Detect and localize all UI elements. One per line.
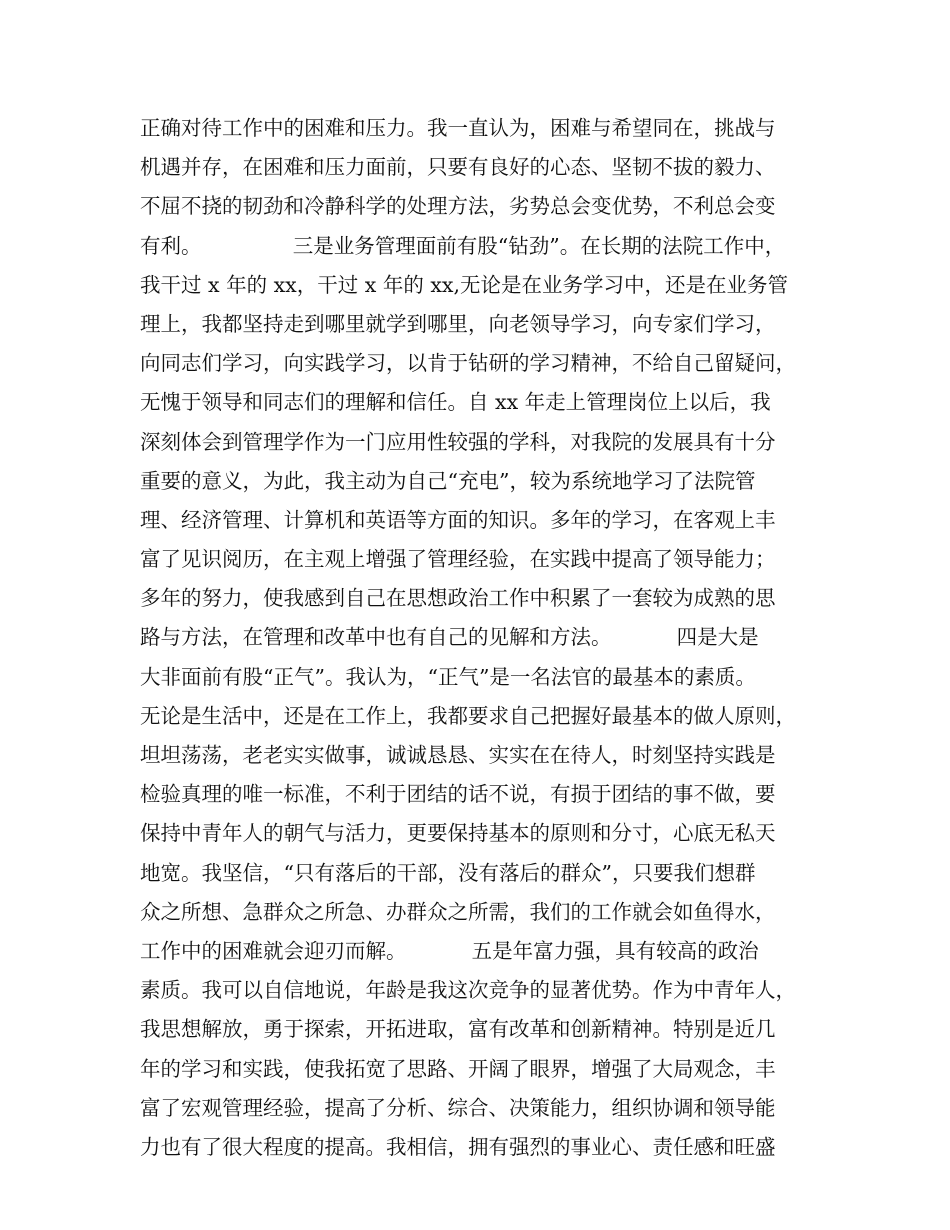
text-line: 理、经济管理、计算机和英语等方面的知识。多年的学习，在客观上丰: [140, 507, 776, 532]
text-line: 我思想解放，勇于探索，开拓进取，富有改革和创新精神。特别是近几: [140, 1017, 776, 1042]
text-line: 坦坦荡荡，老老实实做事，诚诚恳恳、实实在在待人，时刻坚持实践是: [140, 743, 776, 767]
text-line: 大非面前有股“正气”。我认为，“正气”是一名法官的最基本的素质。: [140, 664, 756, 689]
text-line: 多年的努力，使我感到自己在思想政治工作中积累了一套较为成熟的思: [140, 586, 776, 611]
text-line: 正确对待工作中的困难和压力。我一直认为，困难与希望同在，挑战与: [140, 116, 776, 140]
text-line: 理上，我都坚持走到哪里就学到哪里，向老领导学习，向专家们学习，: [140, 311, 776, 336]
text-line: 深刻体会到管理学作为一门应用性较强的学科，对我院的发展具有十分: [140, 429, 776, 454]
text-line: 众之所想、急群众之所急、办群众之所需，我们的工作就会如鱼得水，: [140, 899, 776, 924]
text-line: 向同志们学习，向实践学习，以肯于钻研的学习精神，不给自己留疑问，: [140, 351, 796, 376]
text-line: 有利。 三是业务管理面前有股“钻劲”。在长期的法院工作中，: [140, 233, 786, 258]
text-line: 地宽。我坚信，“只有落后的干部，没有落后的群众”，只要我们想群: [140, 860, 756, 885]
text-line: 检验真理的唯一标准，不利于团结的话不说，有损于团结的事不做，要: [140, 782, 776, 807]
text-line: 年的学习和实践，使我拓宽了思路、开阔了眼界，增强了大局观念，丰: [140, 1056, 776, 1081]
text-line: 不屈不挠的韧劲和冷静科学的处理方法，劣势总会变优势，不利总会变: [140, 194, 776, 219]
text-line: 无论是生活中，还是在工作上，我都要求自己把握好最基本的做人原则，: [140, 703, 796, 728]
text-line: 保持中青年人的朝气与活力，更要保持基本的原则和分寸，心底无私天: [140, 821, 776, 846]
text-line: 无愧于领导和同志们的理解和信任。自 xx 年走上管理岗位上以后，我: [140, 390, 771, 415]
text-line: 富了宏观管理经验，提高了分析、综合、决策能力，组织协调和领导能: [140, 1095, 776, 1120]
text-line: 工作中的困难就会迎刃而解。 五是年富力强，具有较高的政治: [140, 938, 759, 963]
text-line: 我干过 x 年的 xx，干过 x 年的 xx,无论是在业务学习中，还是在业务管: [140, 272, 788, 297]
text-line: 力也有了很大程度的提高。我相信，拥有强烈的事业心、责任感和旺盛: [140, 1134, 776, 1159]
body-text: [140, 109, 840, 1167]
text-line: 素质。我可以自信地说，年龄是我这次竞争的显著优势。作为中青年人，: [140, 978, 796, 1003]
text-line: 机遇并存，在困难和压力面前，只要有良好的心态、坚韧不拔的毅力、: [140, 155, 776, 180]
text-line: 路与方法，在管理和改革中也有自己的见解和方法。 四是大是: [140, 625, 759, 650]
text-line: 重要的意义，为此，我主动为自己“充电”，较为系统地学习了法院管: [140, 468, 756, 493]
text-line: 富了见识阅历，在主观上增强了管理经验，在实践中提高了领导能力；: [140, 547, 776, 572]
